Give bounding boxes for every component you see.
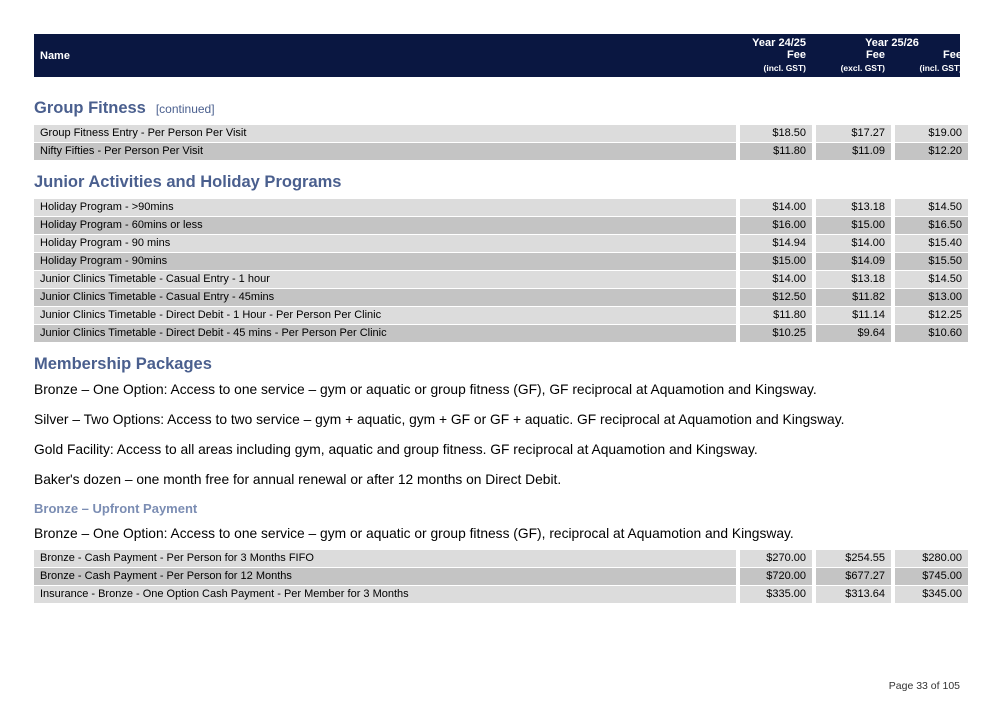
row-name-cell: Holiday Program - 60mins or less xyxy=(34,217,736,234)
fee-2425-incl-cell: $11.80 xyxy=(740,143,812,160)
fee-2526-excl-cell: $15.00 xyxy=(816,217,891,234)
fee-2425-incl-cell: $18.50 xyxy=(740,125,812,142)
table-row xyxy=(34,235,960,252)
section-title-group-fitness xyxy=(34,98,960,118)
fee-2425-incl-cell: $335.00 xyxy=(740,586,812,603)
row-name-cell: Holiday Program - 90 mins xyxy=(34,235,736,252)
fee-2526-incl-cell: $15.40 xyxy=(895,235,968,252)
fee-2526-incl-cell: $16.50 xyxy=(895,217,968,234)
table-row xyxy=(34,271,960,288)
membership-paragraph: Gold Facility: Access to all areas including gym, aquatic and group fitness. GF reciprocal at Aquamotion and Kingsway. xyxy=(34,442,758,457)
fee-2526-incl-cell: $345.00 xyxy=(895,586,968,603)
row-name-cell: Junior Clinics Timetable - Casual Entry - 1 hour xyxy=(34,271,736,288)
section-title-text: Group Fitness xyxy=(34,99,146,117)
fee-schedule-page xyxy=(34,34,960,604)
table-row xyxy=(34,307,960,324)
fee-2425-incl-cell: $15.00 xyxy=(740,253,812,270)
membership-paragraph: Baker's dozen – one month free for annual renewal or after 12 months on Direct Debit. xyxy=(34,472,562,487)
fee-2425-incl-cell: $10.25 xyxy=(740,325,812,342)
fee-2526-excl-cell: $13.18 xyxy=(816,199,891,216)
row-name-cell: Group Fitness Entry - Per Person Per Visit xyxy=(34,125,736,142)
membership-paragraph: Silver – Two Options: Access to two service – gym + aquatic, gym + GF or GF + aquatic. GF reciprocal at Aquamotion and Kingsway. xyxy=(34,412,845,427)
fee-2425-incl-cell: $16.00 xyxy=(740,217,812,234)
fee-2526-incl-cell: $280.00 xyxy=(895,550,968,567)
header-col-2526-excl xyxy=(816,34,919,77)
subsection-title-bronze-upfront: Bronze – Upfront Payment xyxy=(34,501,198,516)
header-gst-label: (incl. GST) xyxy=(919,63,962,73)
header-fee-label: Fee xyxy=(787,49,806,61)
fee-2526-incl-cell: $19.00 xyxy=(895,125,968,142)
page-number: Page 33 of 105 xyxy=(888,680,960,692)
header-fee-label: Fee xyxy=(943,49,962,61)
fee-2526-excl-cell: $313.64 xyxy=(816,586,891,603)
table-row xyxy=(34,586,960,603)
fee-2526-incl-cell: $14.50 xyxy=(895,271,968,288)
fee-2425-incl-cell: $270.00 xyxy=(740,550,812,567)
table-row xyxy=(34,568,960,585)
continued-label: [continued] xyxy=(155,102,215,116)
table-row xyxy=(34,253,960,270)
header-col-2526-incl xyxy=(895,34,968,77)
table-row xyxy=(34,199,960,216)
bronze-paragraph: Bronze – One Option: Access to one service – gym or aquatic or group fitness (GF), reciprocal at Aquamotion and Kingsway. xyxy=(34,526,794,541)
fee-2526-excl-cell: $677.27 xyxy=(816,568,891,585)
row-name-cell: Bronze - Cash Payment - Per Person for 12 Months xyxy=(34,568,736,585)
header-name: Name xyxy=(40,49,70,62)
row-name-cell: Junior Clinics Timetable - Direct Debit - 1 Hour - Per Person Per Clinic xyxy=(34,307,736,324)
table-row xyxy=(34,125,960,142)
bronze-table xyxy=(34,550,960,603)
header-gst-label: (incl. GST) xyxy=(763,63,806,73)
fee-2526-incl-cell: $745.00 xyxy=(895,568,968,585)
header-fee-label: Fee xyxy=(866,49,885,61)
row-name-cell: Bronze - Cash Payment - Per Person for 3 Months FIFO xyxy=(34,550,736,567)
fee-2425-incl-cell: $11.80 xyxy=(740,307,812,324)
section-title-junior: Junior Activities and Holiday Programs xyxy=(34,173,342,191)
table-header xyxy=(34,34,960,77)
group-fitness-table xyxy=(34,125,960,160)
row-name-cell: Junior Clinics Timetable - Direct Debit - 45 mins - Per Person Per Clinic xyxy=(34,325,736,342)
membership-paragraph: Bronze – One Option: Access to one service – gym or aquatic or group fitness (GF), GF reciprocal at Aquamotion and Kingsway. xyxy=(34,382,817,397)
table-row xyxy=(34,289,960,306)
row-name-cell: Junior Clinics Timetable - Casual Entry - 45mins xyxy=(34,289,736,306)
fee-2526-incl-cell: $13.00 xyxy=(895,289,968,306)
fee-2526-incl-cell: $12.20 xyxy=(895,143,968,160)
fee-2425-incl-cell: $720.00 xyxy=(740,568,812,585)
row-name-cell: Holiday Program - 90mins xyxy=(34,253,736,270)
header-year-2425: Year 24/25 xyxy=(752,37,806,49)
fee-2425-incl-cell: $12.50 xyxy=(740,289,812,306)
table-row xyxy=(34,217,960,234)
fee-2526-excl-cell: $14.09 xyxy=(816,253,891,270)
fee-2526-incl-cell: $15.50 xyxy=(895,253,968,270)
table-row xyxy=(34,325,960,342)
fee-2526-incl-cell: $12.25 xyxy=(895,307,968,324)
section-title-membership: Membership Packages xyxy=(34,355,212,373)
fee-2425-incl-cell: $14.94 xyxy=(740,235,812,252)
fee-2526-excl-cell: $11.14 xyxy=(816,307,891,324)
fee-2526-excl-cell: $17.27 xyxy=(816,125,891,142)
fee-2526-excl-cell: $254.55 xyxy=(816,550,891,567)
row-name-cell: Insurance - Bronze - One Option Cash Payment - Per Member for 3 Months xyxy=(34,586,736,603)
header-col-2425-incl xyxy=(740,34,812,77)
fee-2526-incl-cell: $14.50 xyxy=(895,199,968,216)
fee-2425-incl-cell: $14.00 xyxy=(740,199,812,216)
fee-2526-excl-cell: $9.64 xyxy=(816,325,891,342)
row-name-cell: Holiday Program - >90mins xyxy=(34,199,736,216)
fee-2526-excl-cell: $11.82 xyxy=(816,289,891,306)
fee-2526-excl-cell: $11.09 xyxy=(816,143,891,160)
fee-2526-incl-cell: $10.60 xyxy=(895,325,968,342)
fee-2526-excl-cell: $14.00 xyxy=(816,235,891,252)
fee-2526-excl-cell: $13.18 xyxy=(816,271,891,288)
junior-table xyxy=(34,199,960,342)
fee-2425-incl-cell: $14.00 xyxy=(740,271,812,288)
header-gst-label: (excl. GST) xyxy=(840,63,885,73)
header-year-2526: Year 25/26 xyxy=(865,37,919,49)
table-row xyxy=(34,550,960,567)
row-name-cell: Nifty Fifties - Per Person Per Visit xyxy=(34,143,736,160)
table-row xyxy=(34,143,960,160)
